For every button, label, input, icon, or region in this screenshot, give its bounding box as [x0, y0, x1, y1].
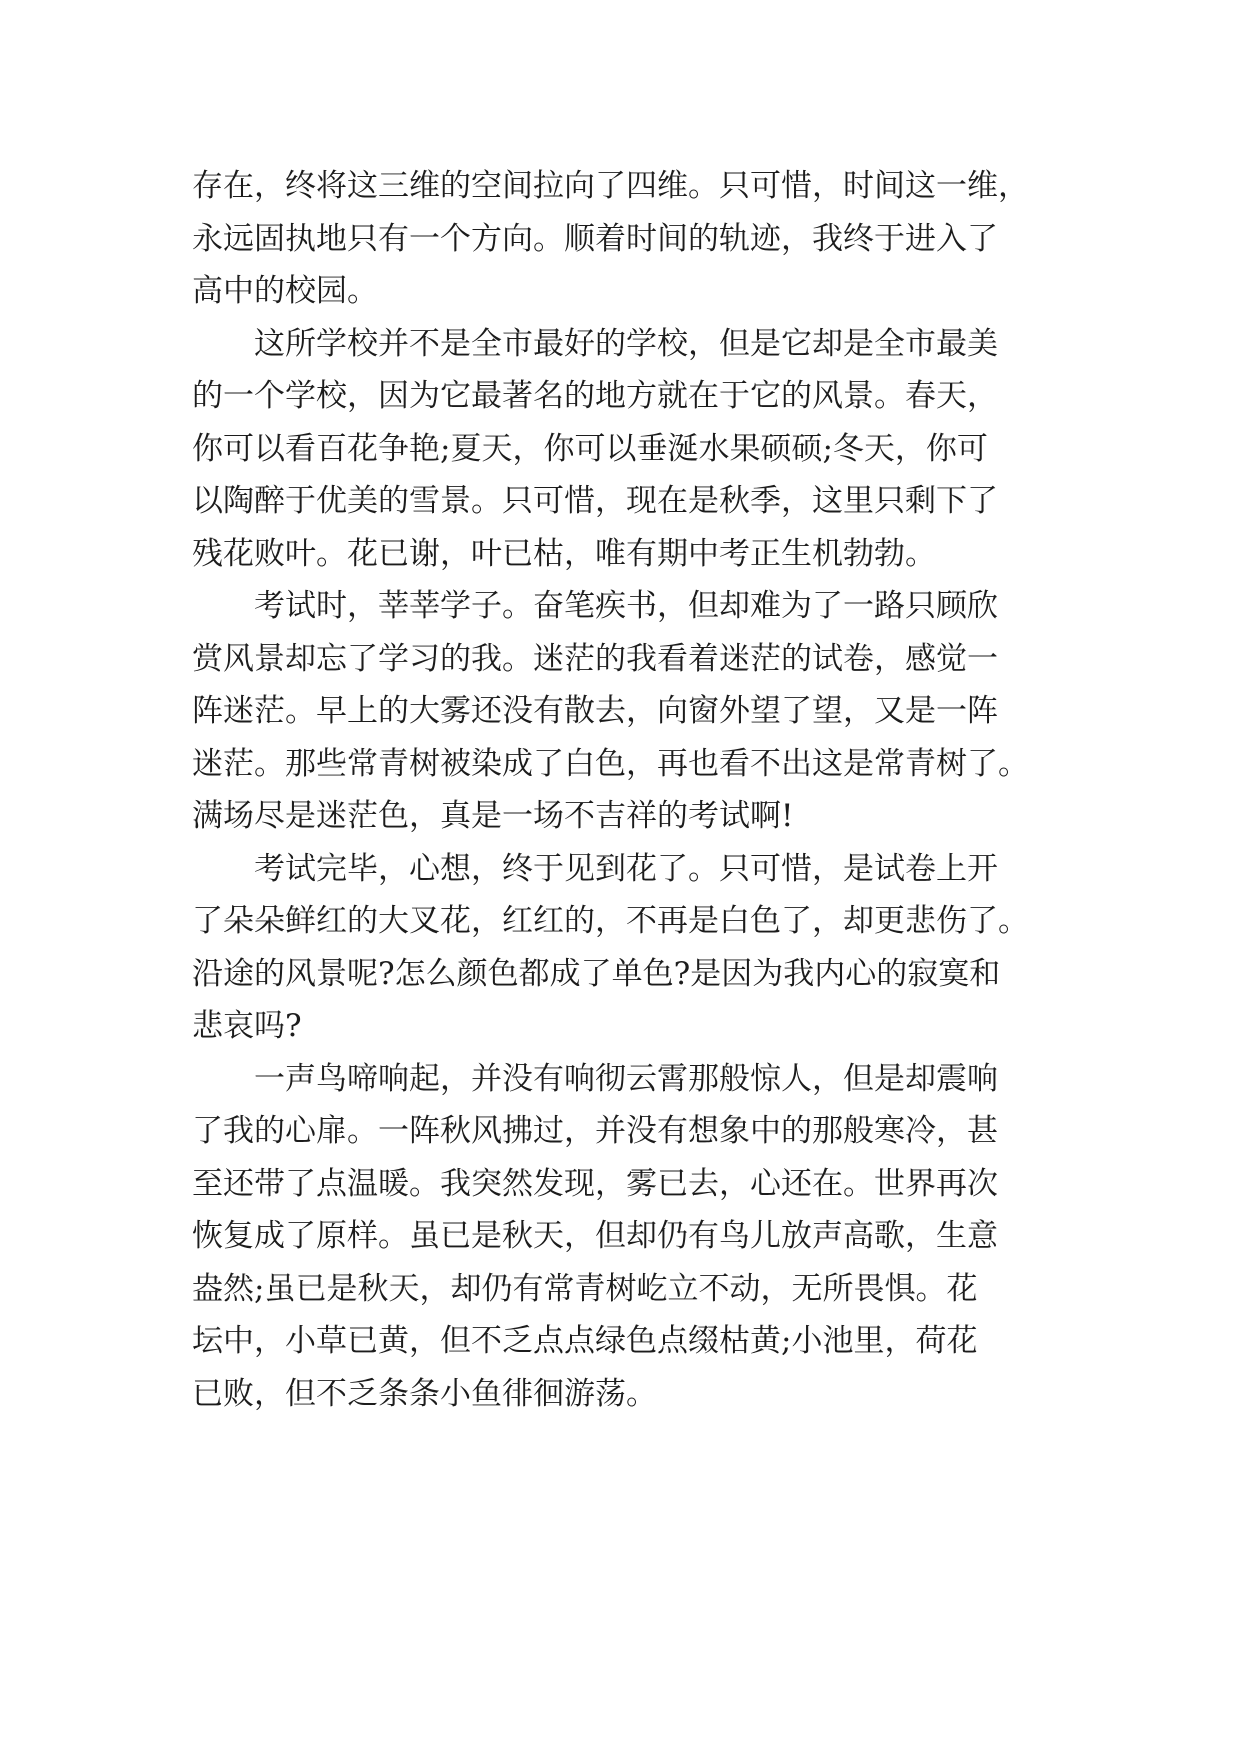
paragraph — [192, 318, 1068, 581]
paragraph — [192, 843, 1068, 1053]
text-line: 存在，终将这三维的空间拉向了四维。只可惜，时间这一维， — [192, 168, 1029, 204]
paragraph — [192, 1053, 1068, 1421]
text-line: 坛中，小草已黄，但不乏点点绿色点缀枯黄;小池里，荷花 — [192, 1323, 978, 1359]
text-line: 已败，但不乏条条小鱼徘徊游荡。 — [192, 1375, 657, 1412]
text-line: 沿途的风景呢?怎么颜色都成了单色?是因为我内心的寂寞和 — [192, 955, 1001, 992]
text-line: 迷茫。那些常青树被染成了白色，再也看不出这是常青树了。 — [192, 745, 1029, 782]
text-line: 赏风景却忘了学习的我。迷茫的我看着迷茫的试卷，感觉一 — [192, 640, 998, 677]
text-line: 考试时，莘莘学子。奋笔疾书，但却难为了一路只顾欣 — [254, 588, 998, 624]
text-line: 残花败叶。花已谢，叶已枯，唯有期中考正生机勃勃。 — [192, 535, 936, 572]
text-line: 盎然;虽已是秋天，却仍有常青树屹立不动，无所畏惧。花 — [192, 1270, 978, 1307]
text-line: 恢复成了原样。虽已是秋天，但却仍有鸟儿放声高歌，生意 — [192, 1218, 998, 1254]
document-body — [192, 160, 1068, 1420]
text-line: 考试完毕，心想，终于见到花了。只可惜，是试卷上开 — [254, 850, 998, 887]
text-line: 悲哀吗? — [192, 1008, 302, 1044]
text-line: 一声鸟啼响起，并没有响彻云霄那般惊人，但是却震响 — [254, 1060, 998, 1097]
text-line: 的一个学校，因为它最著名的地方就在于它的风景。春天， — [192, 378, 998, 414]
text-line: 满场尽是迷茫色，真是一场不吉祥的考试啊! — [192, 798, 794, 834]
text-line: 了我的心扉。一阵秋风拂过，并没有想象中的那般寒冷，甚 — [192, 1113, 998, 1149]
text-line: 永远固执地只有一个方向。顺着时间的轨迹，我终于进入了 — [192, 220, 998, 257]
text-line: 这所学校并不是全市最好的学校，但是它却是全市最美 — [254, 325, 998, 362]
text-line: 了朵朵鲜红的大叉花，红红的，不再是白色了，却更悲伤了。 — [192, 903, 1029, 939]
paragraph — [192, 160, 1068, 318]
text-line: 阵迷茫。早上的大雾还没有散去，向窗外望了望，又是一阵 — [192, 693, 998, 729]
text-line: 至还带了点温暖。我突然发现，雾已去，心还在。世界再次 — [192, 1165, 998, 1202]
text-line: 你可以看百花争艳;夏天，你可以垂涎水果硕硕;冬天，你可 — [192, 430, 988, 467]
text-line: 以陶醉于优美的雪景。只可惜，现在是秋季，这里只剩下了 — [192, 483, 998, 519]
text-line: 高中的校园。 — [192, 273, 378, 309]
paragraph — [192, 580, 1068, 843]
